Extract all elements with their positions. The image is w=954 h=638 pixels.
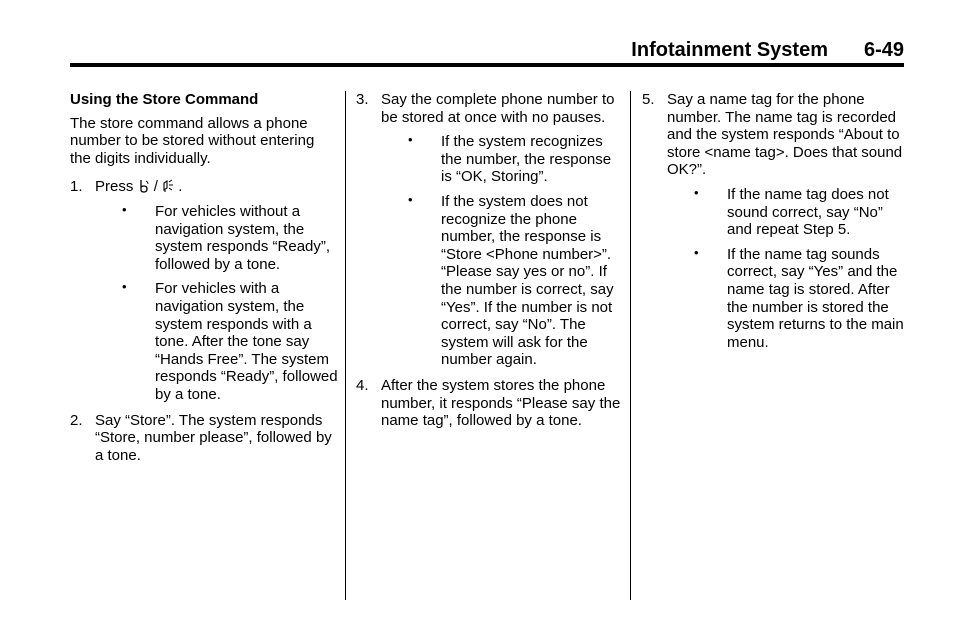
intro-paragraph: The store command allows a phone number to be stored without entering the digits individually. — [70, 114, 315, 167]
list-item — [95, 280, 338, 403]
step-number: 3. — [356, 91, 369, 108]
bullet-icon: • — [122, 279, 127, 295]
step-text: Say a name tag for the phone number. The name tag is recorded and the system responds “About to store <name tag>. Does that sound OK?”. — [667, 91, 903, 179]
step-number: 1. — [70, 178, 83, 196]
list-item — [667, 246, 906, 352]
icon-separator: / — [153, 178, 158, 196]
bullet-text: If the name tag sounds correct, say “Yes” and the name tag is stored. After the number is stored the system returns to the main menu. — [727, 245, 904, 351]
step-text: After the system stores the phone number, it responds “Please say the name tag”, followed by a tone. — [381, 376, 621, 430]
header-rule — [70, 63, 904, 67]
push-to-talk-icon — [138, 179, 150, 193]
column-divider-1 — [345, 91, 346, 600]
step-3 — [356, 91, 624, 369]
list-item — [381, 133, 624, 186]
bullet-text: For vehicles without a navigation system, the system responds “Ready”, followed by a tone. — [155, 202, 331, 273]
bullet-text: For vehicles with a navigation system, the system responds with a tone. After the tone say “Hands Free”. The system responds “Ready”, followed by a tone. — [155, 280, 338, 403]
step-number: 2. — [70, 411, 83, 429]
bullet-icon: • — [122, 201, 127, 217]
section-title: Infotainment System — [631, 39, 828, 61]
step-text: Say “Store”. The system responds “Store, number please”, followed by a tone. — [95, 411, 332, 464]
list-item — [381, 193, 624, 369]
step-number: 4. — [356, 376, 369, 394]
step-text-end: . — [178, 178, 183, 196]
bullet-icon: • — [694, 184, 699, 200]
bullet-text: If the system does not recognize the phone number, the response is “Store <Phone number>”. “Please say yes or no”. If the number is correct, say “Yes”. If the number is not correct, say “No”. The system will ask for the number again. — [441, 192, 614, 369]
bullet-text: If the system recognizes the number, the response is “OK, Storing”. — [441, 133, 612, 186]
page-number: 6-49 — [863, 39, 904, 61]
column-2 — [356, 91, 624, 438]
list-item — [667, 186, 906, 239]
page-header — [70, 38, 904, 62]
bullet-icon: • — [408, 191, 413, 207]
list-item — [95, 203, 338, 273]
bullet-text: If the name tag does not sound correct, say “No” and repeat Step 5. — [727, 185, 889, 239]
step-2 — [70, 412, 338, 465]
bullet-icon: • — [408, 132, 413, 148]
step-text: Press — [95, 178, 134, 196]
step-4 — [356, 377, 624, 430]
step-number: 5. — [642, 91, 655, 108]
column-1 — [70, 91, 338, 472]
step-5 — [642, 91, 906, 351]
subsection-heading: Using the Store Command — [70, 91, 259, 108]
step-1 — [70, 178, 338, 403]
bullet-icon: • — [694, 244, 699, 260]
step-text: Say the complete phone number to be stored at once with no pauses. — [381, 91, 615, 126]
voice-recognition-icon — [162, 179, 174, 193]
column-3 — [642, 91, 906, 359]
column-divider-2 — [630, 91, 631, 600]
